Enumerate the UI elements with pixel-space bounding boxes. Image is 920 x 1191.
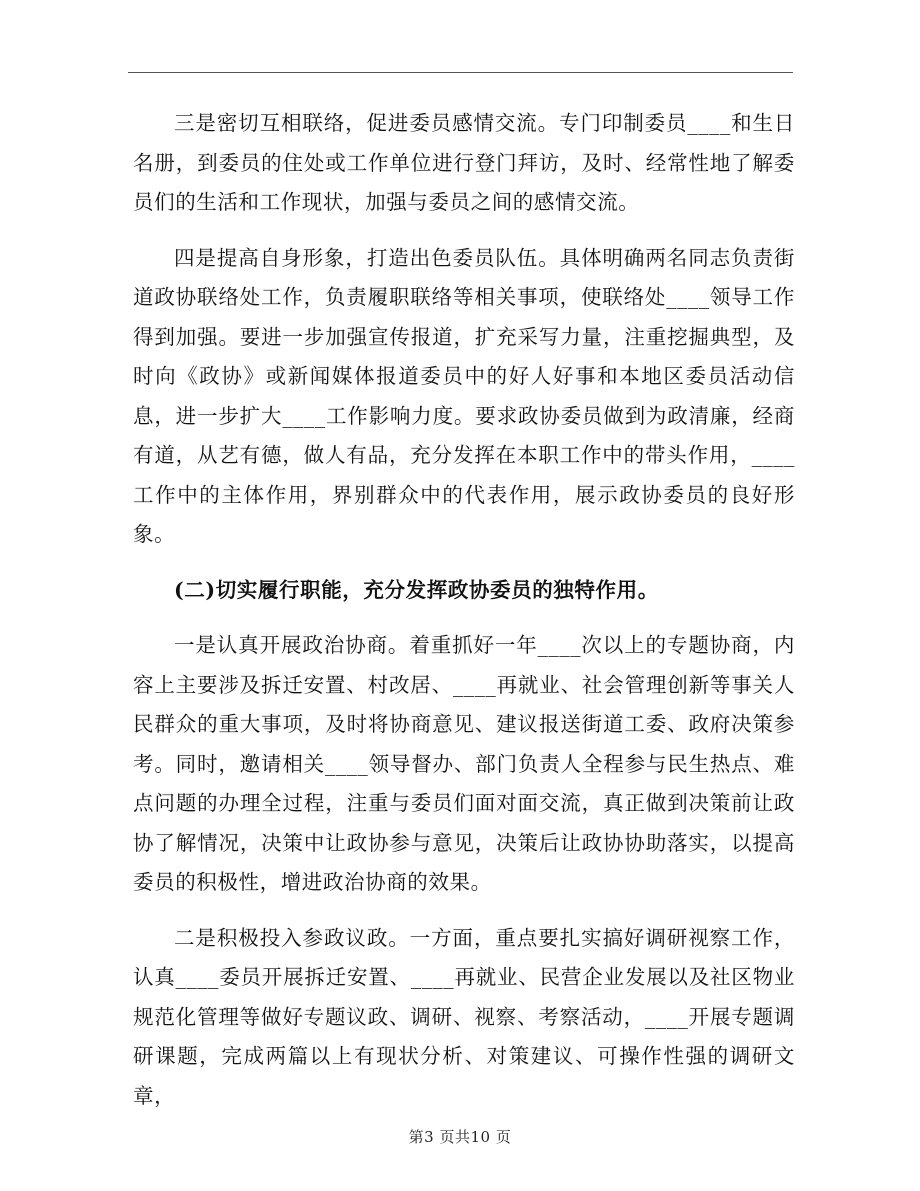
paragraph-participation: 二是积极投入参政议政。一方面，重点要扎实搞好调研视察工作，认真____委员开展拆迁安置、____再就业、民营企业发展以及社区物业规范化管理等做好专题议政、调研、视察、考察活动，____开展专题调研课题，完成两篇以上有现状分析、对策建议、可操作性强的调研文章， xyxy=(133,925,795,1108)
page-number: 第3 页共10 页 xyxy=(408,1128,512,1146)
document-body xyxy=(133,104,795,1132)
header-rule xyxy=(128,72,793,73)
paragraph-image: 四是提高自身形象，打造出色委员队伍。具体明确两名同志负责街道政协联络处工作，负责履职联络等相关事项，使联络处____领导工作得到加强。要进一步加强宣传报道，扩充采写力量，注重挖掘典型，及时向《政协》或新闻媒体报道委员中的好人好事和本地区委员活动信息，进一步扩大____工作影响力度。要求政协委员做到为政清廉，经商有道，从艺有德，做人有品，充分发挥在本职工作中的带头作用，____工作中的主体作用，界别群众中的代表作用，展示政协委员的良好形象。 xyxy=(133,245,795,546)
paragraph-consultation: 一是认真开展政治协商。着重抓好一年____次以上的专题协商，内容上主要涉及拆迁安置、村改居、____再就业、社会管理创新等事关人民群众的重大事项，及时将协商意见、建议报送街道工委、政府决策参考。同时，邀请相关____领导督办、部门负责人全程参与民生热点、难点问题的办理全过程，注重与委员们面对面交流，真正做到决策前让政协了解情况，决策中让政协参与意见，决策后让政协协助落实，以提高委员的积极性，增进政治协商的效果。 xyxy=(133,633,795,894)
section-heading: (二)切实履行职能，充分发挥政协委员的独特作用。 xyxy=(174,577,659,602)
paragraph-contact: 三是密切互相联络，促进委员感情交流。专门印制委员____和生日名册，到委员的住处或工作单位进行登门拜访，及时、经常性地了解委员们的生活和工作现状，加强与委员之间的感情交流。 xyxy=(133,111,795,214)
